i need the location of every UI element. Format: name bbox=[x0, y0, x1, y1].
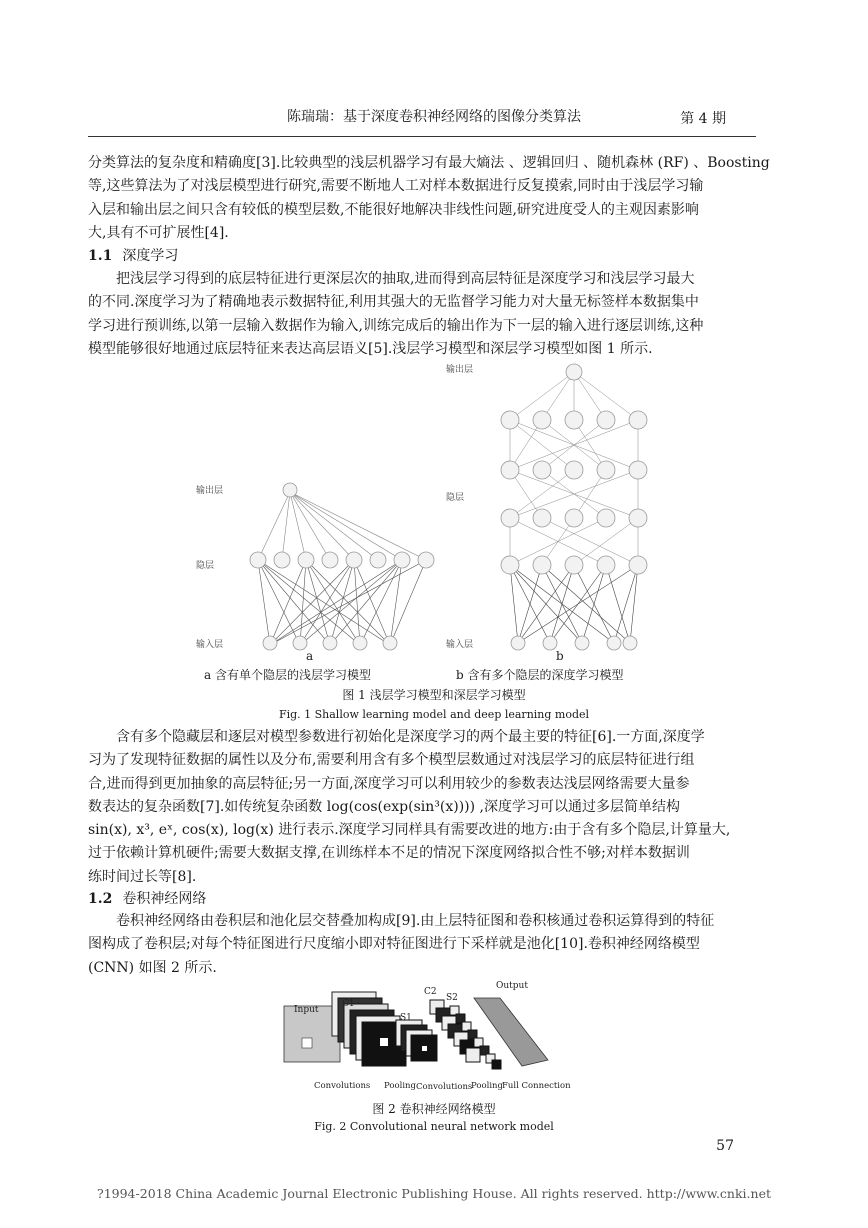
text-line: sin(x), x³, eˣ, cos(x), log(x) 进行表示.深度学习同样具有需要改进的地方:由于含有多个隐层,计算量大, bbox=[88, 822, 731, 839]
paragraph-deep-learning-features bbox=[88, 726, 756, 889]
label-input-layer-a: 输入层 bbox=[196, 640, 224, 650]
label-input-layer-b: 输入层 bbox=[446, 640, 474, 650]
label-convolutions-1: Convolutions bbox=[314, 1081, 371, 1091]
label-s1: S1 bbox=[400, 1013, 412, 1023]
figure-2 bbox=[280, 976, 580, 1096]
issue-number: 第 4 期 bbox=[680, 111, 726, 127]
text-line: 等,这些算法为了对浅层模型进行研究,需要不断地人工对样本数据进行反复摸索,同时由于浅层学习输 bbox=[88, 178, 704, 195]
section-heading-1-1 bbox=[88, 245, 178, 265]
text-line: 模型能够很好地通过底层特征来表达高层语义[5].浅层学习模型和深层学习模型如图 1 所示. bbox=[88, 340, 653, 357]
text-line: 过于依赖计算机硬件;需要大数据支撑,在训练样本不足的情况下深度网络拟合性不够;对样本数据训 bbox=[88, 845, 690, 862]
label-pooling-2: Pooling bbox=[471, 1081, 503, 1091]
input-receptive-field bbox=[302, 1038, 312, 1048]
label-output: Output bbox=[496, 981, 528, 991]
deep-connections-lower bbox=[510, 565, 638, 643]
text-line: 学习进行预训练,以第一层输入数据作为输入,训练完成后的输出作为下一层的输入进行逐层训练,这种 bbox=[88, 317, 704, 334]
shallow-connections-lower bbox=[258, 560, 426, 645]
paragraph-deep-learning bbox=[88, 268, 756, 361]
section-heading-1-2 bbox=[88, 888, 206, 908]
panel-letter-b: b bbox=[556, 649, 564, 663]
shallow-network-panel bbox=[196, 483, 434, 663]
label-s2: S2 bbox=[446, 993, 458, 1003]
paragraph-intro-continued bbox=[88, 152, 770, 245]
figure-1-subcaption-b: b 含有多个隐层的深度学习模型 bbox=[456, 668, 624, 682]
label-pooling-1: Pooling bbox=[384, 1081, 416, 1091]
label-hidden-layer-a: 隐层 bbox=[196, 561, 215, 571]
output-fully-connected bbox=[474, 998, 548, 1066]
panel-letter-a: a bbox=[306, 649, 314, 663]
text-line: 练时间过长等[8]. bbox=[88, 868, 197, 885]
label-full-connection: Full Connection bbox=[502, 1081, 571, 1091]
text-line: 图构成了卷积层;对每个特征图进行尺度缩小即对特征图进行下采样就是池化[10].卷积神经网络模型 bbox=[88, 936, 700, 953]
running-header-title: 陈瑞瑞：基于深度卷积神经网络的图像分类算法 bbox=[287, 109, 581, 125]
figure-1-diagram bbox=[190, 360, 670, 665]
figure-2-caption-cn: 图 2 卷积神经网络模型 bbox=[372, 1102, 496, 1116]
figure-1 bbox=[190, 360, 670, 665]
header-rule bbox=[88, 136, 756, 137]
text-line: 合,进而得到更加抽象的高层特征;另一方面,深度学习可以利用较少的参数表达浅层网络需要大量参 bbox=[88, 775, 690, 792]
deep-network-panel bbox=[446, 363, 647, 663]
figure-2-diagram bbox=[280, 976, 580, 1096]
figure-2-caption-en: Fig. 2 Convolutional neural network model bbox=[314, 1120, 554, 1133]
text-line: 习为了发现特征数据的属性以及分布,需要利用含有多个模型层数通过对浅层学习的底层特征进行组 bbox=[88, 752, 695, 769]
text-line: 数表达的复杂函数[7].如传统复杂函数 log(cos(exp(sin³(x)))) ,深度学习可以通过多层简单结构 bbox=[88, 798, 680, 815]
label-output-layer-a: 输出层 bbox=[196, 486, 224, 496]
paragraph-cnn bbox=[88, 910, 756, 980]
text-line: 入层和输出层之间只含有较低的模型层数,不能很好地解决非线性问题,研究进度受人的主观因素影响 bbox=[88, 201, 699, 218]
shallow-connections bbox=[258, 492, 426, 560]
page-number: 57 bbox=[716, 1138, 734, 1154]
section-number: 1.1 bbox=[88, 248, 113, 264]
figure-1-caption-cn: 图 1 浅层学习模型和深层学习模型 bbox=[342, 688, 526, 702]
text-line: (CNN) 如图 2 所示. bbox=[88, 959, 217, 976]
section-title: 深度学习 bbox=[122, 248, 179, 264]
section-title: 卷积神经网络 bbox=[122, 891, 207, 907]
label-output-layer-b: 输出层 bbox=[446, 365, 474, 375]
text-line: 卷积神经网络由卷积层和池化层交替叠加构成[9].由上层特征图和卷积核通过卷积运算得到的特征 bbox=[116, 913, 715, 929]
figure-1-caption-en: Fig. 1 Shallow learning model and deep learning model bbox=[278, 708, 590, 721]
text-line: 分类算法的复杂度和精确度[3].比较典型的浅层机器学习有最大熵法 、逻辑回归 、随机森林 (RF) 、Boosting bbox=[88, 155, 770, 171]
text-line: 的不同.深度学习为了精确地表示数据特征,利用其强大的无监督学习能力对大量无标签样本数据集中 bbox=[88, 294, 699, 311]
label-c2: C2 bbox=[424, 987, 437, 997]
copyright-footer: ?1994-2018 China Academic Journal Electronic Publishing House. All rights reserved. http://www.cnki.net bbox=[97, 1186, 771, 1201]
figure-1-subcaption-a: a 含有单个隐层的浅层学习模型 bbox=[204, 668, 371, 682]
label-hidden-layer-b: 隐层 bbox=[446, 493, 465, 503]
label-c1: C1 bbox=[342, 999, 355, 1009]
text-line: 含有多个隐藏层和逐层对模型参数进行初始化是深度学习的两个最主要的特征[6].一方面,深度学 bbox=[116, 729, 705, 745]
label-input: Input bbox=[294, 1005, 319, 1015]
label-convolutions-2: Convolutions bbox=[416, 1082, 473, 1092]
text-line: 大,具有不可扩展性[4]. bbox=[88, 224, 229, 241]
shallow-nodes bbox=[250, 483, 434, 650]
text-line: 把浅层学习得到的底层特征进行更深层次的抽取,进而得到高层特征是深度学习和浅层学习最大 bbox=[116, 271, 695, 287]
section-number: 1.2 bbox=[88, 891, 113, 907]
